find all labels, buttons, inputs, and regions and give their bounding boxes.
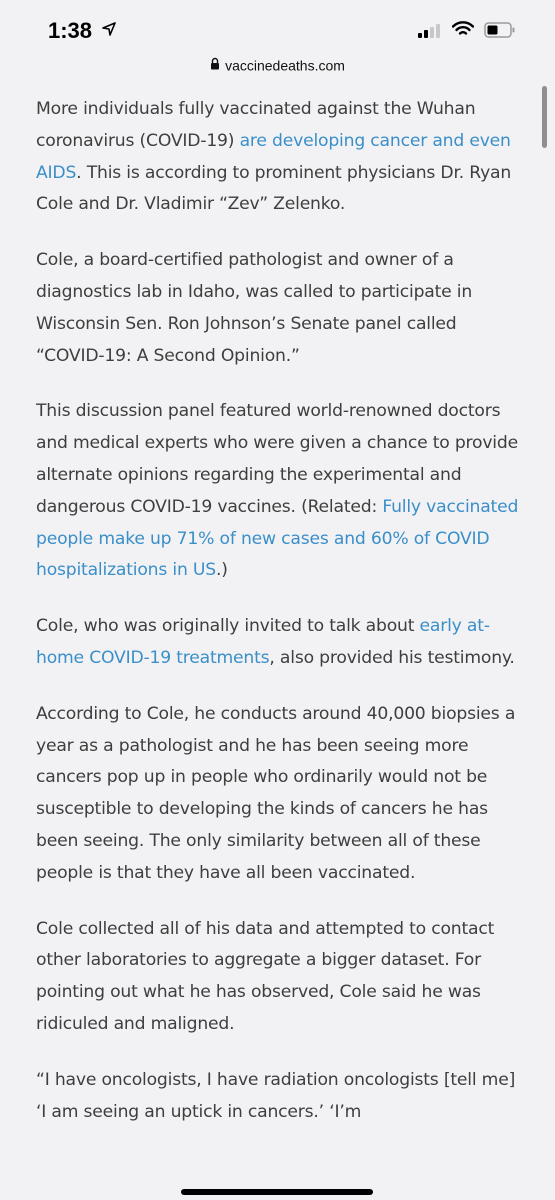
scroll-indicator[interactable] — [542, 86, 547, 148]
paragraph-text: Cole, who was originally invited to talk about — [36, 616, 420, 637]
paragraph-text: .) — [216, 560, 228, 581]
link-fully-vaccinated-cases[interactable]: Fully vaccinated people make up 71% of new cases and 60% of COVID hospitalizations in US — [36, 496, 519, 581]
paragraph-1 — [36, 94, 526, 221]
link-early-treatments[interactable]: early at-home COVID-19 treatments — [36, 616, 490, 668]
paragraph-5: According to Cole, he conducts around 40,000 biopsies a year as a pathologist and he has been seeing more cancers pop up in people who ordinarily would not be susceptible to developing the kinds of cancers he has been seeing. The only similarity between all of these people is that they have all been vaccinated. — [36, 703, 516, 883]
article-body — [36, 94, 526, 1152]
wifi-icon — [452, 21, 474, 42]
link-cancer-aids[interactable]: are developing cancer and even AIDS — [36, 130, 511, 183]
paragraph-text: More individuals fully vaccinated against the Wuhan coronavirus (COVID-19) — [36, 99, 476, 151]
url-text: vaccinedeaths.com — [225, 57, 345, 74]
paragraph-text: , also provided his testimony. — [269, 647, 515, 668]
paragraph-7: “I have oncologists, I have radiation oncologists [tell me] ‘I am seeing an uptick in cancers.’ ‘I’m — [36, 1069, 516, 1122]
paragraph-3 — [36, 396, 526, 587]
cell-signal-icon — [418, 24, 442, 43]
home-indicator[interactable] — [181, 1189, 373, 1195]
browser-url-bar[interactable] — [0, 56, 555, 78]
battery-icon — [484, 22, 516, 43]
paragraph-text: This discussion panel featured world-renowned doctors and medical experts who were given a chance to provide alternate opinions regarding the experimental and dangerous COVID-19 vaccines. (Related: — [36, 401, 518, 517]
lock-icon — [210, 57, 220, 73]
paragraph-text: . This is according to prominent physicians Dr. Ryan Cole and Dr. Vladimir “Zev” Zelenko. — [36, 162, 512, 215]
paragraph-6: Cole collected all of his data and attempted to contact other laboratories to aggregate a bigger dataset. For pointing out what he has observed, Cole said he was ridiculed and maligned. — [36, 918, 495, 1034]
status-time: 1:38 — [48, 18, 93, 43]
location-arrow-icon — [102, 22, 116, 41]
status-bar — [0, 0, 555, 56]
paragraph-4 — [36, 611, 526, 675]
paragraph-2: Cole, a board-certified pathologist and owner of a diagnostics lab in Idaho, was called to participate in Wisconsin Sen. Ron Johnson’s Senate panel called “COVID-19: A Second Opinion.” — [36, 250, 473, 366]
